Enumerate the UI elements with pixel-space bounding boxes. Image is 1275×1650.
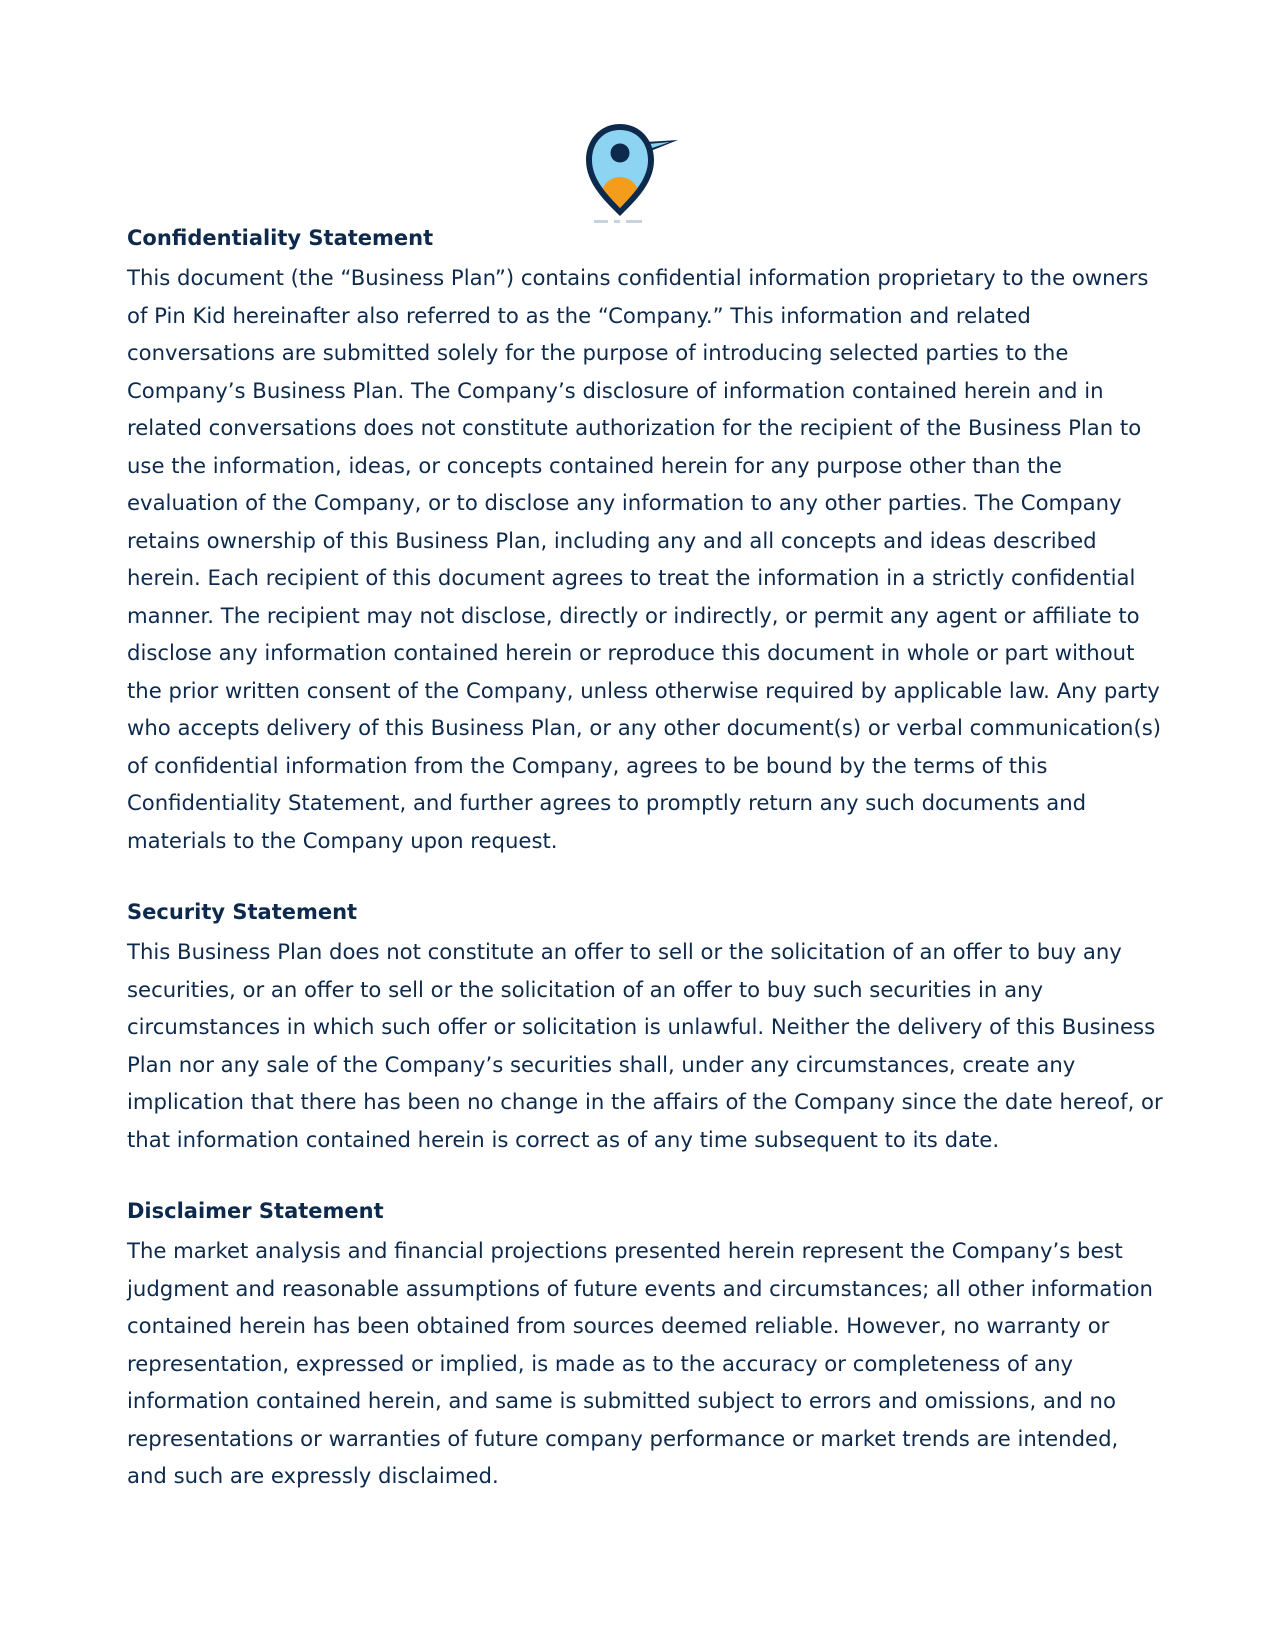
paragraph-line: circumstances in which such offer or solicitation is unlawful. Neither the delivery of this Business <box>127 1014 1156 1039</box>
paragraph-line: Plan nor any sale of the Company’s securities shall, under any circumstances, create any <box>127 1051 1076 1077</box>
paragraph-line: implication that there has been no change in the affairs of the Company since the date hereof, or <box>127 1089 1163 1114</box>
paragraph-line: who accepts delivery of this Business Plan, or any other document(s) or verbal communication(s) <box>127 715 1162 740</box>
document-body <box>127 222 1163 1495</box>
paragraph-line: contained herein has been obtained from sources deemed reliable. However, no warranty or <box>127 1313 1110 1338</box>
paragraph-line: use the information, ideas, or concepts contained herein for any purpose other than the <box>127 452 1062 478</box>
paragraph-line: This document (the “Business Plan”) contains confidential information proprietary to the owners <box>127 265 1149 290</box>
paragraph-line: information contained herein, and same is submitted subject to errors and omissions, and no <box>127 1388 1116 1413</box>
section-spacer <box>127 859 1147 896</box>
paragraph-line: The market analysis and financial projections presented herein represent the Company’s best <box>127 1238 1123 1263</box>
paragraph-line: related conversations does not constitute authorization for the recipient of the Business Plan to <box>127 415 1142 440</box>
pin-kid-logo-icon <box>584 122 680 230</box>
security-paragraph <box>127 933 1163 1158</box>
paragraph-line: Confidentiality Statement, and further agrees to promptly return any such documents and <box>127 790 1087 815</box>
disclaimer-heading: Disclaimer Statement <box>127 1199 384 1223</box>
paragraph-line: of Pin Kid hereinafter also referred to as the “Company.” This information and related <box>127 302 1031 328</box>
security-heading: Security Statement <box>127 900 358 924</box>
paragraph-line: retains ownership of this Business Plan, including any and all concepts and ideas described <box>127 527 1097 553</box>
paragraph-line: evaluation of the Company, or to disclose any information to any other parties. The Company <box>127 490 1122 515</box>
paragraph-line: representations or warranties of future company performance or market trends are intended, <box>127 1425 1119 1451</box>
paragraph-line: judgment and reasonable assumptions of future events and circumstances; all other information <box>127 1275 1153 1301</box>
disclaimer-paragraph <box>127 1232 1153 1495</box>
paragraph-line: herein. Each recipient of this document agrees to treat the information in a strictly confidential <box>127 565 1136 590</box>
paragraph-line: disclose any information contained herein or reproduce this document in whole or part without <box>127 640 1135 665</box>
section-spacer <box>127 1158 1147 1195</box>
paragraph-line: the prior written consent of the Company, unless otherwise required by applicable law. Any party <box>127 677 1160 703</box>
security-section <box>127 896 1163 1158</box>
paragraph-line: and such are expressly disclaimed. <box>127 1463 499 1488</box>
paragraph-line: materials to the Company upon request. <box>127 827 558 853</box>
paragraph-line: that information contained herein is correct as of any time subsequent to its date. <box>127 1126 1000 1152</box>
paragraph-line: representation, expressed or implied, is made as to the accuracy or completeness of any <box>127 1350 1074 1376</box>
confidentiality-paragraph <box>127 259 1162 859</box>
paragraph-line: manner. The recipient may not disclose, directly or indirectly, or permit any agent or affiliate to <box>127 602 1140 628</box>
paragraph-line: This Business Plan does not constitute an offer to sell or the solicitation of an offer to buy any <box>127 939 1122 964</box>
paragraph-line: securities, or an offer to sell or the solicitation of an offer to buy such securities in any <box>127 976 1044 1002</box>
confidentiality-heading: Confidentiality Statement <box>127 226 434 250</box>
paragraph-line: conversations are submitted solely for the purpose of introducing selected parties to the <box>127 340 1069 365</box>
disclaimer-section <box>127 1195 1153 1495</box>
paragraph-line: Company’s Business Plan. The Company’s disclosure of information contained herein and in <box>127 377 1104 403</box>
confidentiality-section <box>127 222 1162 859</box>
paragraph-line: of confidential information from the Company, agrees to be bound by the terms of this <box>127 752 1048 778</box>
